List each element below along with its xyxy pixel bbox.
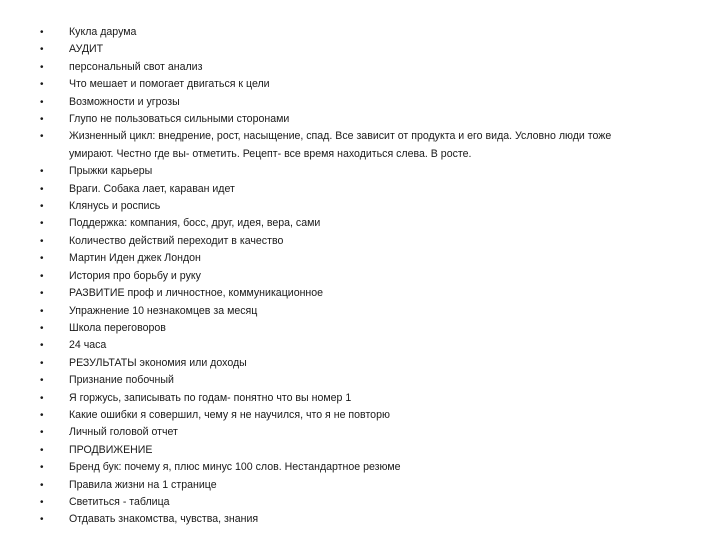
list-item-text: 24 часа [69, 339, 107, 352]
list-item [40, 24, 640, 41]
list-item-text: Прыжки карьеры [69, 165, 153, 178]
bullet-marker: • [40, 514, 44, 526]
list-item-text: персональный свот анализ [69, 60, 203, 73]
list-item-text: Я горжусь, записывать по годам- понятно что вы номер 1 [69, 391, 352, 404]
list-item-text: Враги. Собака лает, караван идет [69, 182, 235, 195]
list-item-text: Отдавать знакомства, чувства, знания [69, 513, 259, 526]
bullet-marker: • [40, 444, 44, 456]
list-item-text: Школа переговоров [69, 321, 166, 334]
list-item-text: История про борьбу и руку [69, 269, 201, 282]
list-item-text: Светиться - таблица [69, 495, 170, 508]
list-item [40, 163, 640, 180]
bullet-marker: • [40, 201, 44, 213]
list-item-text: Личный головой отчет [69, 426, 178, 439]
list-item-text: Жизненный цикл: внедрение, рост, насыщение, спад. Все зависит от продукта и его вида. Условно люди тоже умирают. Честно где вы- отметить. Рецепт- все время находиться слева. В росте. [69, 130, 612, 160]
list-item [40, 59, 640, 76]
list-item [40, 268, 640, 285]
list-item-text: Количество действий переходит в качество [69, 234, 284, 247]
list-item-text: Какие ошибки я совершил, чему я не научился, что я не повторю [69, 408, 390, 421]
bullet-marker: • [40, 375, 44, 387]
bullet-marker: • [40, 462, 44, 474]
list-item [40, 424, 640, 441]
bullet-marker: • [40, 218, 44, 230]
list-item-text: Клянусь и роспись [69, 200, 161, 213]
bullet-marker: • [40, 270, 44, 282]
bullet-list [40, 24, 640, 529]
bullet-marker: • [40, 183, 44, 195]
list-item-text: Мартин Иден джек Лондон [69, 252, 201, 265]
list-item [40, 76, 640, 93]
bullet-marker: • [40, 288, 44, 300]
list-item-text: РЕЗУЛЬТАТЫ экономия или доходы [69, 356, 247, 369]
bullet-marker: • [40, 253, 44, 265]
list-item [40, 303, 640, 320]
list-item-text: ПРОДВИЖЕНИЕ [69, 443, 153, 456]
list-item [40, 111, 640, 128]
bullet-marker: • [40, 131, 44, 143]
bullet-marker: • [40, 166, 44, 178]
list-item [40, 285, 640, 302]
list-item [40, 459, 640, 476]
list-item [40, 233, 640, 250]
list-item-text: Правила жизни на 1 странице [69, 478, 217, 491]
bullet-marker: • [40, 427, 44, 439]
list-item [40, 128, 640, 163]
bullet-marker: • [40, 27, 44, 38]
list-item [40, 181, 640, 198]
list-item [40, 442, 640, 459]
list-item [40, 94, 640, 111]
list-item [40, 511, 640, 528]
list-item [40, 41, 640, 58]
bullet-marker: • [40, 96, 44, 108]
bullet-marker: • [40, 305, 44, 317]
list-item-text: Признание побочный [69, 374, 174, 387]
bullet-marker: • [40, 322, 44, 334]
list-item-text: Возможности и угрозы [69, 95, 180, 108]
list-item [40, 372, 640, 389]
bullet-marker: • [40, 392, 44, 404]
bullet-marker: • [40, 44, 44, 56]
bullet-marker: • [40, 409, 44, 421]
list-item [40, 337, 640, 354]
list-item-text: АУДИТ [69, 43, 104, 56]
bullet-marker: • [40, 235, 44, 247]
list-item-text: Кукла дарума [69, 26, 137, 38]
list-item [40, 477, 640, 494]
bullet-marker: • [40, 114, 44, 126]
list-item [40, 320, 640, 337]
list-item [40, 198, 640, 215]
bullet-marker: • [40, 340, 44, 352]
bullet-marker: • [40, 61, 44, 73]
list-item [40, 215, 640, 232]
list-item [40, 355, 640, 372]
list-item-text: Бренд бук: почему я, плюс минус 100 слов. Нестандартное резюме [69, 461, 401, 474]
list-item-text: Упражнение 10 незнакомцев за месяц [69, 304, 258, 317]
list-item-text: РАЗВИТИЕ проф и личностное, коммуникационное [69, 287, 324, 300]
list-item-text: Глупо не пользоваться сильными сторонами [69, 113, 290, 126]
list-item-text: Что мешает и помогает двигаться к цели [69, 78, 270, 91]
bullet-marker: • [40, 479, 44, 491]
list-item [40, 250, 640, 267]
bullet-marker: • [40, 496, 44, 508]
list-item [40, 494, 640, 511]
list-item-text: Поддержка: компания, босс, друг, идея, вера, сами [69, 217, 321, 230]
list-item [40, 407, 640, 424]
list-item [40, 390, 640, 407]
bullet-marker: • [40, 79, 44, 91]
bullet-marker: • [40, 357, 44, 369]
